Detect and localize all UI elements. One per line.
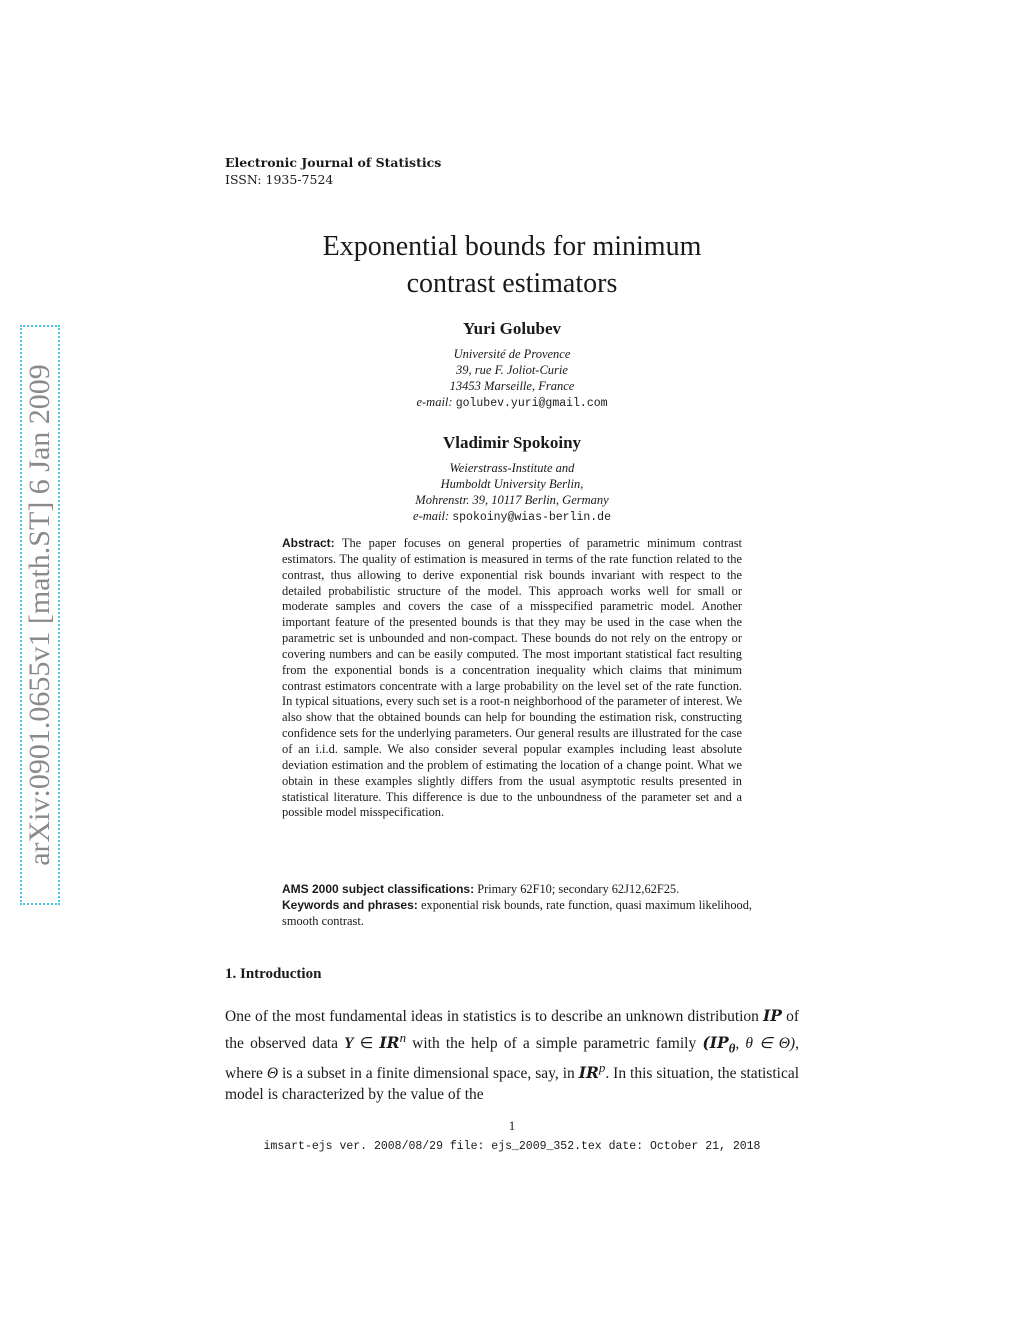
journal-header [225,154,441,188]
author-name: Vladimir Spokoiny [442,433,582,452]
intro-text: One of the most fundamental ideas in statistics is to describe an unknown distribution [225,1008,764,1025]
title-line-2: contrast estimators [406,268,618,299]
abstract-text: The paper focuses on general properties of parametric minimum contrast estimators. The quality of estimation is measured in terms of the rate function related to the contrast, thus allowing to derive exponential risk bounds invariant with respect to the detailed probabilistic structure of the model. This approach works well for small or moderate samples and covers the case of a misspecified parametric model. Another important feature of the presented bounds is that they may be used in the case when the parametric set is unbounded and non-compact. These bounds do not rely on the entropy or covering numbers and can be easily computed. The most important statistical fact resulting from the exponential bonds is a concentration inequality which claims that minimum contrast estimators concentrate with a large probability on the level set of the rate function. In typical situations, every such set is a root-n neighborhood of the parameter of interest. We also show that the obtained bounds can help for bounding the estimation risk, constructing confidence sets for the underlying parameters. Our general results are illustrated for the case of an i.i.d. sample. We also consider several popular examples including least absolute deviation estimation and the problem of estimating the location of a change point. What we obtain in these examples slightly differs from the usual asymptotic results presented in statistical literature. This difference is due to the unboundness of the parameter set and a possible model misspecification. [282,536,742,820]
author-email-line [225,394,799,412]
affiliation-line: Weierstrass-Institute and [449,461,575,475]
math-subscript: θ [728,1039,736,1055]
math-superscript: n [399,1029,407,1045]
author-email-link[interactable]: spokoiny@wias-berlin.de [452,511,611,524]
affiliation-line: Mohrenstr. 39, 10117 Berlin, Germany [415,493,609,507]
math-superscript: p [598,1060,606,1076]
page-number: 1 [508,1118,516,1133]
abstract [282,536,742,821]
title-line-1: Exponential bounds for minimum [322,231,702,262]
keywords-text: exponential risk bounds, rate function, quasi maximum likelihood, smooth contrast. [282,898,753,928]
arxiv-stamp[interactable]: arXiv:0901.0655v1 [math.ST] 6 Jan 2009 [23,364,56,866]
keywords-label: Keywords and phrases: [282,898,418,912]
math-symbol: Y [344,1034,354,1052]
math-symbol: IP [763,1006,782,1025]
intro-text: . In this situation, the statistical model is characterized by the value of the [225,1065,800,1103]
journal-name: Electronic Journal of Statistics [225,155,442,170]
author-email-line [225,508,799,526]
intro-text: with the help of a simple parametric family [406,1034,703,1052]
affiliation-line: 39, rue F. Joliot-Curie [456,363,568,377]
page-footer: imsart-ejs ver. 2008/08/29 file: ejs_2009_352.tex date: October 21, 2018 [263,1140,761,1153]
math-symbol: Θ [266,1065,279,1083]
affiliation-line: 13453 Marseille, France [449,379,575,393]
math-symbol: IR [578,1063,599,1083]
author-block [225,432,799,526]
intro-text: , where [225,1034,799,1083]
affiliation-line: Université de Provence [453,347,571,361]
author-email-link[interactable]: golubev.yuri@gmail.com [455,397,608,410]
email-label: e-mail: [416,395,453,409]
abstract-label: Abstract: [282,536,335,550]
ams-label: AMS 2000 subject classifications: [282,882,475,896]
math-symbol: ∈ [353,1034,380,1052]
section-heading: 1. Introduction [225,966,322,982]
journal-issn: ISSN: 1935-7524 [225,172,334,187]
ams-text: Primary 62F10; secondary 62J12,62F25. [477,882,680,896]
paper-title [225,228,799,302]
classifications [282,881,752,929]
intro-text: of the observed data [225,1008,799,1052]
math-symbol: , θ ∈ Θ) [735,1034,796,1052]
math-symbol: (IP [702,1032,729,1052]
email-label: e-mail: [413,509,450,523]
author-block [225,318,799,412]
affiliation-line: Humboldt University Berlin, [440,477,584,491]
author-name: Yuri Golubev [462,319,562,338]
intro-text: is a subset in a finite dimensional space, say, in [278,1065,579,1083]
math-symbol: IR [379,1032,400,1052]
intro-paragraph [225,1006,799,1105]
